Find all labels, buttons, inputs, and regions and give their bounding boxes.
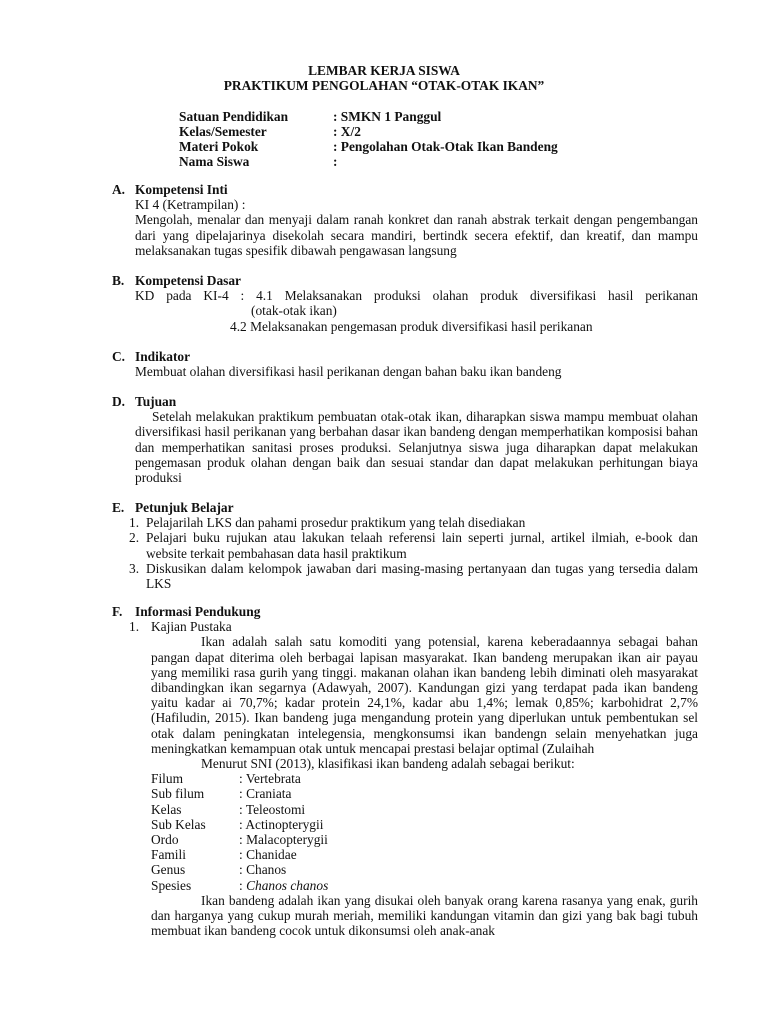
taxonomy-value: : Teleostomi xyxy=(239,801,306,817)
list-item xyxy=(129,515,698,530)
meta-value: : Pengolahan Otak-Otak Ikan Bandeng xyxy=(333,139,558,154)
meta-value: : X/2 xyxy=(333,124,361,139)
taxonomy-list xyxy=(151,771,698,893)
taxonomy-row xyxy=(151,878,698,893)
meta-row xyxy=(179,154,558,169)
section-text: Mengolah, menalar dan menyaji dalam ranah konkret dan ranah abstrak terkait dengan pengembangan dari yang dipelajarinya disekolah secara mandiri, bertindk secera efektif, dan kreatif, dan mampu melaksanakan tugas spesifik dibawah pengawasan langsung xyxy=(135,212,698,258)
section-kompetensi-dasar xyxy=(112,273,698,334)
taxonomy-row xyxy=(151,771,698,786)
doc-title: LEMBAR KERJA SISWA xyxy=(308,63,460,78)
section-title: Indikator xyxy=(135,349,191,364)
taxonomy-rank: Filum xyxy=(151,771,183,787)
kd-line-1: KD pada KI-4 : 4.1 Melaksanakan produksi olahan produk diversifikasi hasil perikanan xyxy=(135,288,698,304)
taxonomy-row xyxy=(151,817,698,832)
taxonomy-rank: Ordo xyxy=(151,831,179,847)
taxonomy-value xyxy=(239,878,328,893)
section-kompetensi-inti xyxy=(112,182,698,258)
section-text: Membuat olahan diversifikasi hasil perikanan dengan bahan baku ikan bandeng xyxy=(135,364,562,380)
meta-label: Satuan Pendidikan xyxy=(179,109,289,124)
taxonomy-rank: Sub filum xyxy=(151,786,205,802)
taxonomy-rank: Spesies xyxy=(151,877,192,893)
taxonomy-value: : Craniata xyxy=(239,786,292,802)
taxonomy-value: : Malacopterygii xyxy=(239,831,328,847)
subsection-heading xyxy=(129,619,698,634)
paragraph-3: Ikan bandeng adalah ikan yang disukai oleh banyak orang karena rasanya yang enak, gurih dan harganya yang cukup murah meriah, memiliki kandungan vitamin dan gizi yang bak bagi tubuh membuat ikan bandeng cocok untuk dikonsumsi oleh anak-anak xyxy=(151,892,698,939)
section-heading xyxy=(112,349,698,364)
taxonomy-value: : Chanidae xyxy=(239,847,297,863)
section-informasi-pendukung xyxy=(112,604,698,938)
list-item xyxy=(129,561,698,591)
kd-line-2: 4.2 Melaksanakan pengemasan produk diversifikasi hasil perikanan xyxy=(230,318,593,334)
section-heading xyxy=(112,604,698,619)
taxonomy-row xyxy=(151,786,698,801)
meta-label: Nama Siswa xyxy=(179,154,250,169)
list-text: Pelajarilah LKS dan pahami prosedur praktikum yang telah disediakan xyxy=(146,515,526,531)
section-title: Petunjuk Belajar xyxy=(135,500,234,515)
taxonomy-rank: Sub Kelas xyxy=(151,816,206,832)
taxonomy-value: : Chanos xyxy=(239,862,287,878)
section-letter: B. xyxy=(112,273,125,288)
list-number: 3. xyxy=(129,560,140,576)
section-heading xyxy=(112,394,698,409)
section-letter: E. xyxy=(112,500,125,515)
section-letter: C. xyxy=(112,349,126,364)
section-heading xyxy=(112,273,698,288)
paragraph-2: Menurut SNI (2013), klasifikasi ikan bandeng adalah sebagai berikut: xyxy=(201,756,575,772)
list-text: Pelajari buku rujukan atau lakukan telaah referensi lain seperti jurnal, artikel ilmiah, e-book dan website terkait pembahasan data hasil praktikum xyxy=(146,530,698,561)
section-heading xyxy=(112,500,698,515)
section-petunjuk-belajar xyxy=(112,500,698,591)
section-indikator xyxy=(112,349,698,379)
section-title: Tujuan xyxy=(135,394,177,409)
section-letter: A. xyxy=(112,182,126,197)
meta-row xyxy=(179,109,558,124)
meta-value: : SMKN 1 Panggul xyxy=(333,109,442,124)
list-number: 2. xyxy=(129,530,140,546)
list-text: Diskusikan dalam kelompok jawaban dari masing-masing pertanyaan dan tugas yang tersedia dalam LKS xyxy=(146,560,698,592)
subsection-title: Kajian Pustaka xyxy=(151,619,232,635)
taxonomy-rank: Famili xyxy=(151,847,186,863)
section-tujuan xyxy=(112,394,698,485)
taxonomy-rank: Genus xyxy=(151,862,186,878)
taxonomy-row xyxy=(151,802,698,817)
doc-subtitle: PRAKTIKUM PENGOLAHAN “OTAK-OTAK IKAN” xyxy=(223,78,545,93)
taxonomy-row xyxy=(151,832,698,847)
section-title: Informasi Pendukung xyxy=(135,604,261,619)
list-item xyxy=(129,530,698,560)
taxonomy-colon: : xyxy=(239,877,247,893)
taxonomy-value: : Vertebrata xyxy=(239,771,301,787)
list-number: 1. xyxy=(129,515,140,531)
instruction-list xyxy=(129,515,698,591)
identity-block xyxy=(179,109,558,169)
section-sub: KI 4 (Ketrampilan) : xyxy=(135,197,246,213)
meta-label: Materi Pokok xyxy=(179,139,259,154)
kd-line-1-cont: (otak-otak ikan) xyxy=(251,303,337,319)
paragraph-1: Ikan adalah salah satu komoditi yang potensial, karena keberadaannya sebagai bahan pangan dapat diterima oleh berbagai lapisan masyarakat. Ikan bandeng merupakan ikan air payau yang memiliki rasa gurih yang tinggi. makanan olahan ikan bandeng lebih diminati oleh masyarakat dibandingkan ikan segarnya (Adawyah, 2007). Kandungan gizi yang terdapat pada ikan bandeng yaitu kadar ai 70,7%; kadar protein 24,1%, kadar abu 1,4%; lemak 0,85%; karbohidrat 2,7% (Hafiludin, 2015). Ikan bandeng juga mengandung protein yang diperlukan untuk pembentukan sel otak dalam peningkatan intelegensia, mengkonsumsi ikan bandengn selain menyehatkan juga meningkatkan kemampuan otak untuk mencapai prestasi belajar optimal (Zulaihah xyxy=(151,634,698,756)
meta-label: Kelas/Semester xyxy=(179,124,267,139)
section-title: Kompetensi Inti xyxy=(135,182,228,197)
section-letter: D. xyxy=(112,394,126,409)
section-title: Kompetensi Dasar xyxy=(135,273,242,288)
taxonomy-row xyxy=(151,862,698,877)
taxonomy-row xyxy=(151,847,698,862)
species-name: Chanos chanos xyxy=(246,877,329,893)
meta-value: : xyxy=(333,154,338,169)
section-letter: F. xyxy=(112,604,123,619)
subsection-number: 1. xyxy=(129,619,140,635)
section-text: Setelah melakukan praktikum pembuatan otak-otak ikan, diharapkan siswa mampu membuat olahan diversifikasi hasil perikanan yang berbahan dasar ikan bandeng dengan memperhatikan komposisi bahan dan memperhatikan sanitasi proses produksi. Selanjutnya siswa juga diharapkan dapat melakukan pengemasan produk olahan dengan baik dan sesuai standar dan dapat melakukan perhitungan biaya produksi xyxy=(135,409,698,486)
taxonomy-value: : Actinopterygii xyxy=(239,816,324,832)
meta-row xyxy=(179,139,558,154)
section-heading xyxy=(112,182,698,197)
meta-row xyxy=(179,124,558,139)
taxonomy-rank: Kelas xyxy=(151,801,182,817)
